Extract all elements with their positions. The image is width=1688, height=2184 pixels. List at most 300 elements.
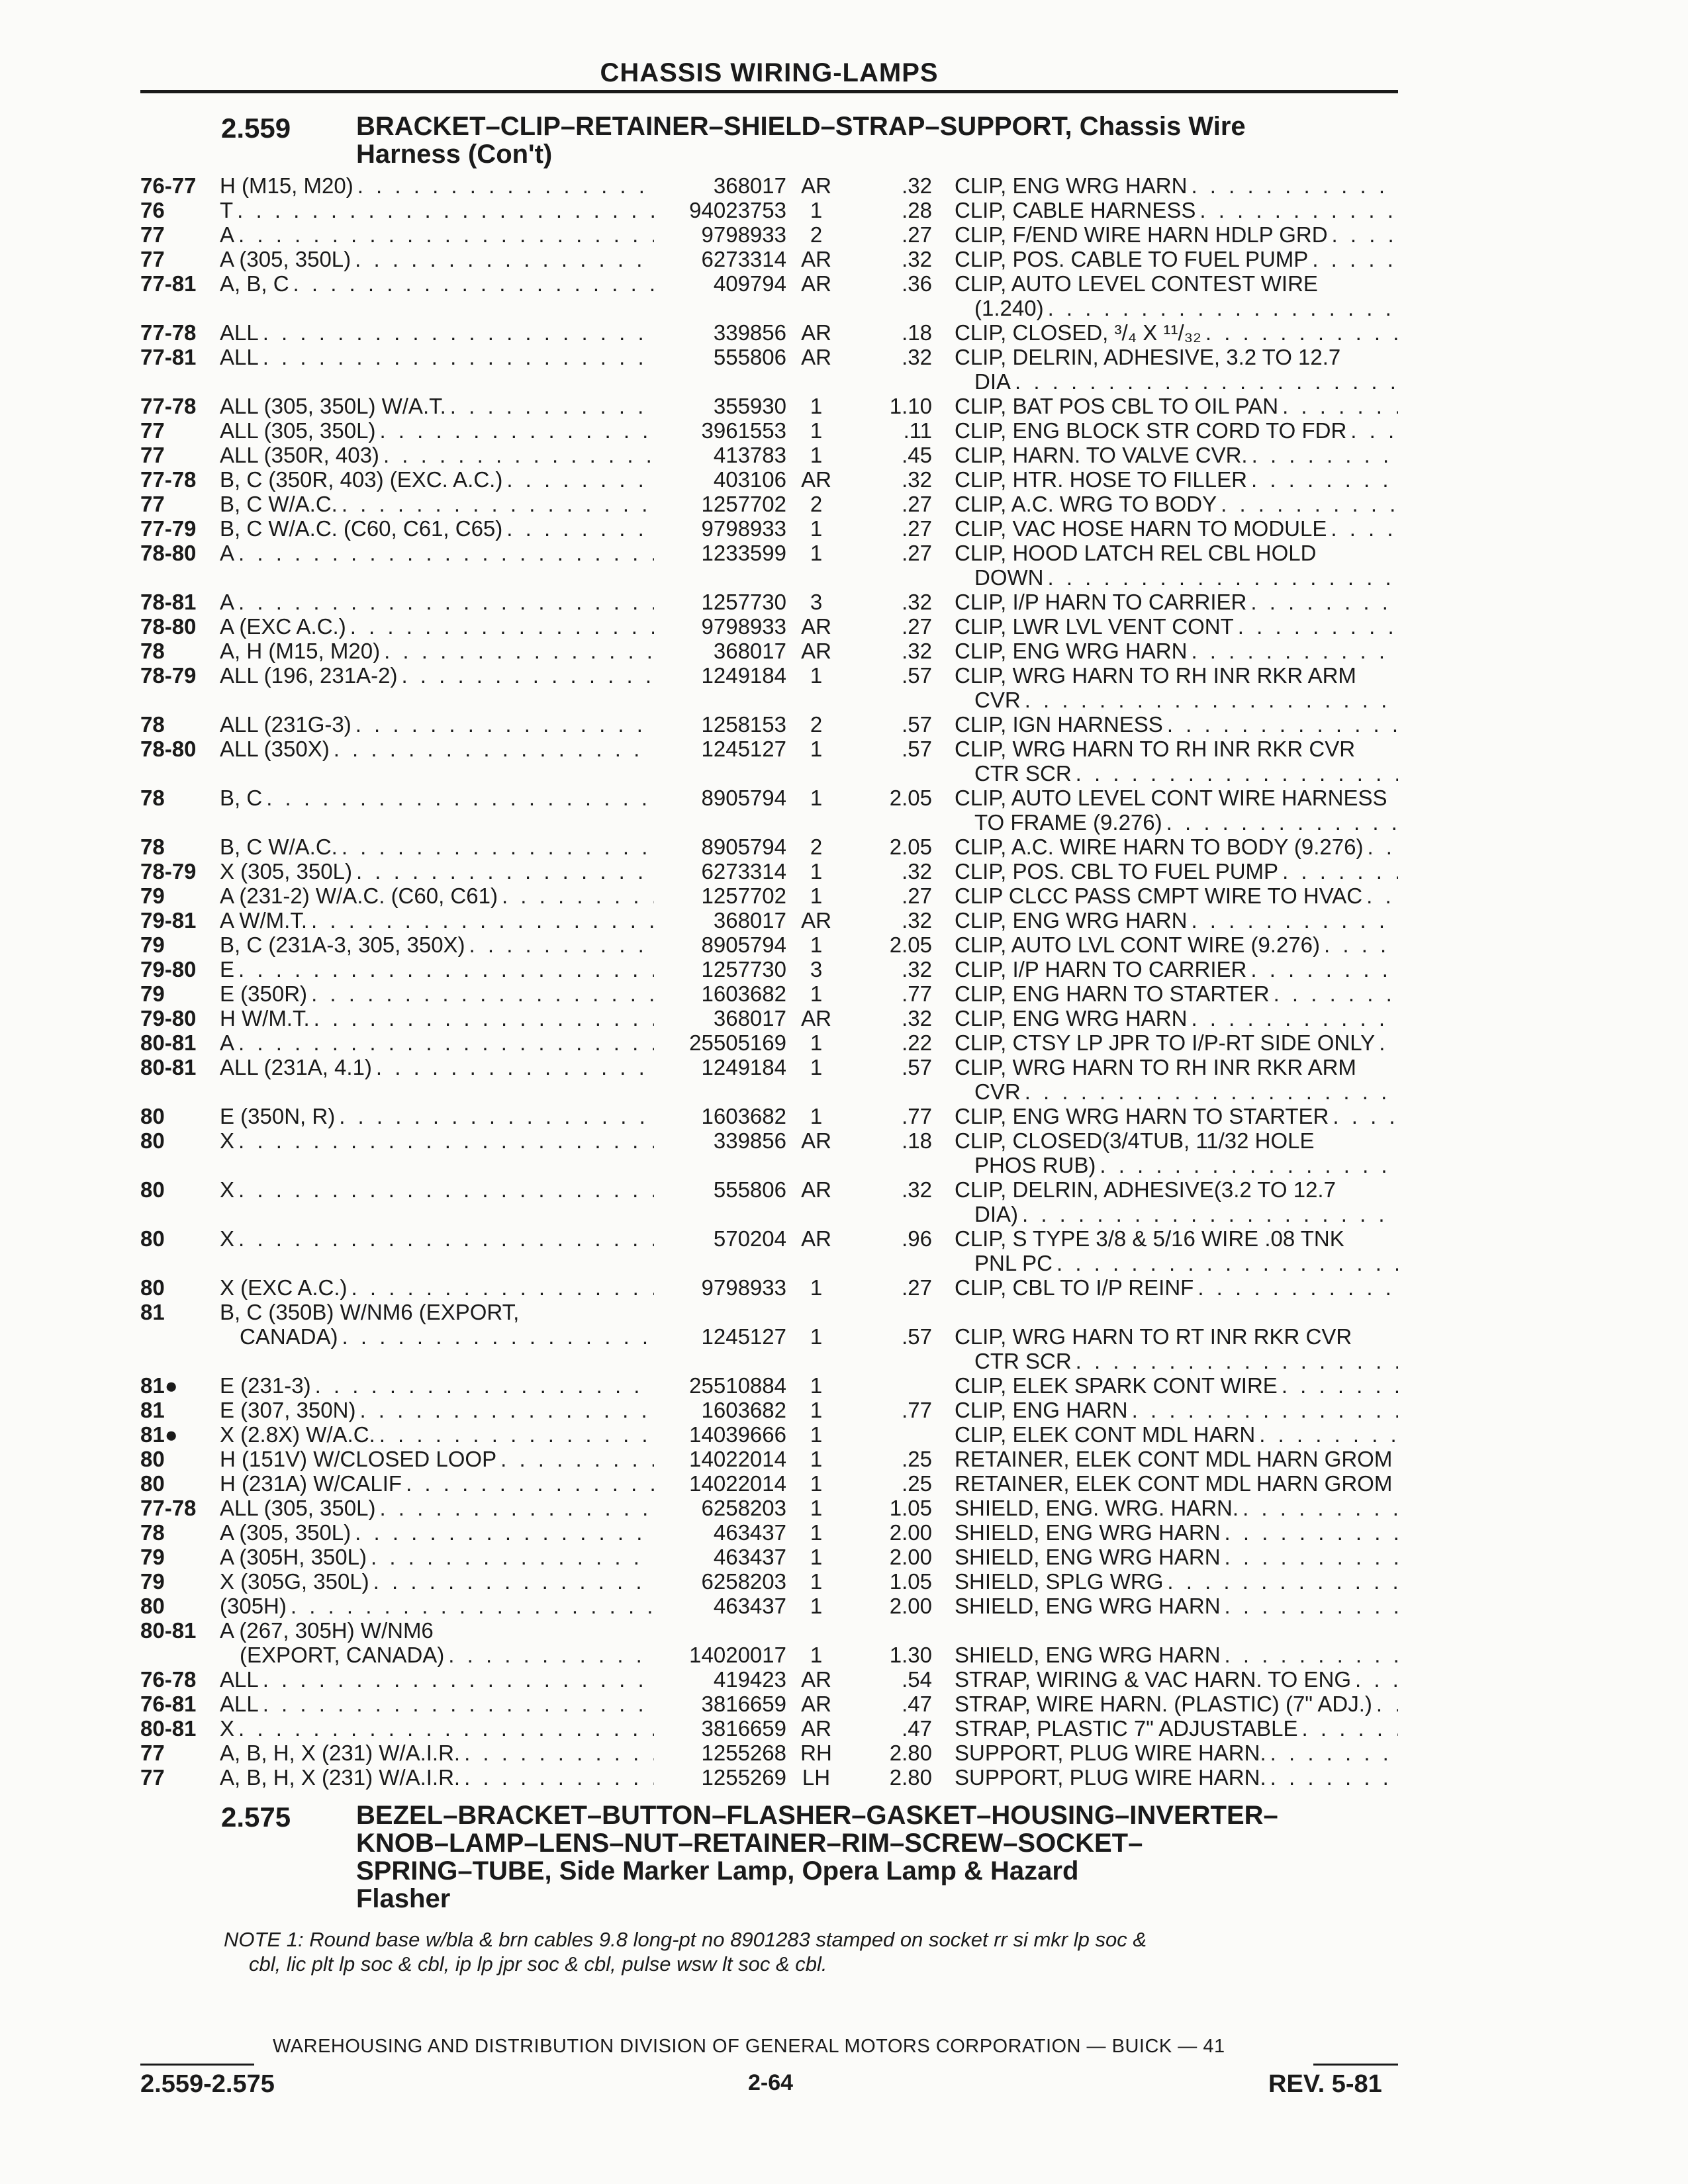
price: [846, 1373, 955, 1398]
quantity: RH: [800, 1741, 832, 1765]
table-row: [140, 1422, 1398, 1447]
application-cell: [220, 1545, 654, 1569]
quantity: 1: [810, 884, 823, 908]
description-cell: [955, 198, 1398, 222]
quantity: [786, 761, 846, 786]
application-cell: [220, 859, 654, 884]
application: ALL (350R, 403): [220, 443, 379, 467]
part-number: [654, 1202, 786, 1226]
part-number: 368017: [713, 173, 786, 198]
price: .47: [902, 1716, 932, 1741]
description-cell: [955, 222, 1398, 247]
application: E (350R): [220, 981, 308, 1006]
leader-dots: [259, 320, 654, 345]
leader-dots: [1362, 884, 1398, 908]
description-cell: [955, 565, 1398, 590]
description-cell: [955, 516, 1398, 541]
leader-dots: [287, 1594, 654, 1618]
description: CLIP, ELEK CONT MDL HARN: [955, 1422, 1256, 1447]
application: ALL (305, 350L) W/A.T.: [220, 394, 446, 418]
leader-dots: [352, 859, 654, 884]
description-cell: [955, 369, 1398, 394]
application: A (305, 350L): [220, 247, 352, 271]
quantity: 2: [810, 712, 823, 737]
application: H (231A) W/CALIF: [220, 1471, 402, 1496]
header-rule: [140, 90, 1398, 93]
model-year: 77-78: [140, 320, 197, 345]
model-year: 78-81: [140, 590, 197, 614]
table-row: [140, 1349, 1398, 1373]
leader-dots: [369, 1569, 654, 1594]
application-cell: [220, 1373, 654, 1398]
model-year: [140, 1349, 220, 1373]
application-cell: [220, 467, 654, 492]
leader-dots: [1187, 1006, 1398, 1030]
model-year: [140, 761, 220, 786]
footer-page-number: 2-64: [748, 2070, 794, 2095]
leader-dots: [1217, 492, 1398, 516]
parts-list: [140, 173, 1398, 1790]
part-number: 14022014: [689, 1447, 786, 1471]
price: 2.00: [889, 1594, 932, 1618]
table-row: [140, 1202, 1398, 1226]
table-row: [140, 614, 1398, 639]
application-cell: [220, 884, 654, 908]
part-number: [654, 810, 786, 835]
model-year: 76-77: [140, 173, 197, 198]
application: H (M15, M20): [220, 173, 353, 198]
leader-dots: [460, 1741, 654, 1765]
description: RETAINER, ELEK CONT MDL HARN GROM: [955, 1471, 1393, 1496]
leader-dots: [1163, 712, 1398, 737]
leader-dots: [1298, 1716, 1398, 1741]
application: A: [220, 590, 235, 614]
part-number: 1603682: [701, 1398, 786, 1422]
application: (EXPORT, CANADA): [240, 1643, 445, 1667]
part-number: 3816659: [701, 1716, 786, 1741]
model-year: [140, 1251, 220, 1275]
model-year: 77-78: [140, 1496, 197, 1520]
leader-dots: [1246, 590, 1398, 614]
price: .25: [902, 1471, 932, 1496]
description: CLIP, WRG HARN TO RH INR RKR ARM: [955, 663, 1356, 688]
description-cell: [955, 271, 1398, 296]
part-number: 14039666: [689, 1422, 786, 1447]
description: CLIP, ENG WRG HARN: [955, 639, 1188, 663]
description: CLIP, ENG WRG HARN: [955, 1006, 1188, 1030]
leader-dots: [234, 222, 654, 247]
quantity: 1: [810, 198, 823, 222]
table-row: [140, 981, 1398, 1006]
table-row: [140, 247, 1398, 271]
part-number: 368017: [713, 1006, 786, 1030]
leader-dots: [353, 173, 654, 198]
part-number: 463437: [713, 1594, 786, 1618]
part-number: 8905794: [701, 786, 786, 810]
leader-dots: [234, 590, 654, 614]
price: 1.05: [889, 1496, 932, 1520]
price: [846, 1079, 955, 1104]
price: .25: [902, 1447, 932, 1471]
part-number: 9798933: [701, 614, 786, 639]
quantity: AR: [801, 467, 831, 492]
leader-dots: [307, 908, 654, 933]
model-year: 79: [140, 1569, 165, 1594]
description: CLIP, AUTO LVL CONT WIRE (9.276): [955, 933, 1321, 957]
quantity: AR: [801, 1226, 831, 1251]
description: CLIP, I/P HARN TO CARRIER: [955, 957, 1247, 981]
application: ALL (305, 350L): [220, 1496, 376, 1520]
description-cell: [955, 1545, 1398, 1569]
leader-dots: [1187, 639, 1398, 663]
quantity: AR: [801, 247, 831, 271]
part-number: 6273314: [701, 859, 786, 884]
leader-dots: [1363, 835, 1398, 859]
part-number: 25510884: [689, 1373, 786, 1398]
model-year: 79-80: [140, 957, 197, 981]
quantity: LH: [802, 1765, 831, 1790]
leader-dots: [310, 1006, 654, 1030]
description-cell: [955, 1104, 1398, 1128]
description: (1.240): [974, 296, 1044, 320]
leader-dots: [1044, 296, 1398, 320]
leader-dots: [1266, 1741, 1398, 1765]
description-cell: [955, 296, 1398, 320]
leader-dots: [234, 1226, 654, 1251]
footer-section-range: 2.559-2.575: [140, 2070, 275, 2098]
description: CLIP, HTR. HOSE TO FILLER: [955, 467, 1247, 492]
leader-dots: [397, 663, 654, 688]
application: A (305H, 350L): [220, 1545, 367, 1569]
application: X: [220, 1128, 235, 1153]
quantity: AR: [801, 271, 831, 296]
application: B, C (350B) W/NM6 (EXPORT,: [220, 1300, 520, 1324]
model-year: [140, 369, 220, 394]
description: CLIP, HARN. TO VALVE CVR.: [955, 443, 1248, 467]
quantity: 1: [810, 859, 823, 884]
application: B, C: [220, 786, 263, 810]
application: A (231-2) W/A.C. (C60, C61): [220, 884, 498, 908]
section-number: 2.559: [221, 113, 291, 144]
application-cell: [220, 492, 654, 516]
model-year: [140, 1079, 220, 1104]
description-cell: [955, 1447, 1398, 1471]
part-number: [654, 369, 786, 394]
model-year: 79-81: [140, 908, 197, 933]
table-row: [140, 467, 1398, 492]
table-row: [140, 884, 1398, 908]
description: CLIP, CABLE HARNESS: [955, 198, 1196, 222]
part-number: 1245127: [701, 1324, 786, 1349]
application: X: [220, 1226, 235, 1251]
note-line: NOTE 1: Round base w/bla & brn cables 9.8 long-pt no 8901283 stamped on socket rr si mkr lp soc &: [224, 1928, 1147, 1951]
part-number: 6273314: [701, 247, 786, 271]
table-row: [140, 1398, 1398, 1422]
quantity: AR: [801, 614, 831, 639]
quantity: [786, 1300, 846, 1324]
application: B, C (350R, 403) (EXC. A.C.): [220, 467, 503, 492]
price: .28: [902, 198, 932, 222]
part-number: [654, 688, 786, 712]
description-cell: [955, 1520, 1398, 1545]
quantity: [786, 1349, 846, 1373]
quantity: 2: [810, 492, 823, 516]
section-title: [356, 113, 1246, 168]
description: SUPPORT, PLUG WIRE HARN.: [955, 1741, 1266, 1765]
price: [846, 1251, 955, 1275]
part-number: 419423: [713, 1667, 786, 1692]
price: [846, 1153, 955, 1177]
price: .32: [902, 173, 932, 198]
part-number: 1257702: [701, 492, 786, 516]
leader-dots: [259, 345, 654, 369]
description-cell: [955, 1177, 1398, 1202]
application-cell: [220, 1300, 654, 1324]
description-cell: [955, 541, 1398, 565]
description-cell: [955, 418, 1398, 443]
price: [846, 1202, 955, 1226]
leader-dots: [1351, 1667, 1398, 1692]
table-row: [140, 296, 1398, 320]
application-cell: [220, 712, 654, 737]
description: CLIP, A.C. WRG TO BODY: [955, 492, 1217, 516]
description-cell: [955, 1275, 1398, 1300]
price: [846, 1618, 955, 1643]
leader-dots: [1278, 1373, 1398, 1398]
application: B, C (231A-3, 305, 350X): [220, 933, 465, 957]
table-row: [140, 541, 1398, 565]
table-row: [140, 1030, 1398, 1055]
description: CLIP, CLOSED, ³/₄ X ¹¹/₃₂: [955, 320, 1201, 345]
leader-dots: [259, 1667, 654, 1692]
leader-dots: [1096, 1153, 1398, 1177]
model-year: 79: [140, 1545, 165, 1569]
leader-dots: [1072, 761, 1398, 786]
description: CLIP, A.C. WIRE HARN TO BODY (9.276): [955, 835, 1364, 859]
price: .27: [902, 884, 932, 908]
note: [224, 1927, 1376, 1976]
model-year: 77: [140, 418, 165, 443]
description-cell: [955, 1496, 1398, 1520]
model-year: [140, 296, 220, 320]
table-row: [140, 1643, 1398, 1667]
application-cell: [220, 981, 654, 1006]
leader-dots: [1021, 688, 1398, 712]
model-year: 79: [140, 884, 165, 908]
price: .32: [902, 467, 932, 492]
quantity: 1: [810, 1496, 823, 1520]
quantity: 1: [810, 933, 823, 957]
part-number: 3816659: [701, 1692, 786, 1716]
description-cell: [955, 1349, 1398, 1373]
quantity: [786, 1202, 846, 1226]
part-number: 8905794: [701, 835, 786, 859]
description-cell: [955, 1398, 1398, 1422]
table-row: [140, 1716, 1398, 1741]
quantity: AR: [801, 1177, 831, 1202]
quantity: AR: [801, 173, 831, 198]
leader-dots: [346, 614, 654, 639]
quantity: 1: [810, 786, 823, 810]
quantity: 1: [810, 1398, 823, 1422]
quantity: AR: [801, 908, 831, 933]
quantity: 1: [810, 663, 823, 688]
table-row: [140, 933, 1398, 957]
footer-rule: [140, 2064, 254, 2066]
description-cell: [955, 1643, 1398, 1667]
leader-dots: [1128, 1398, 1398, 1422]
table-row: [140, 761, 1398, 786]
description: CLIP, ENG HARN: [955, 1398, 1128, 1422]
leader-dots: [338, 492, 654, 516]
application-cell: [220, 1128, 654, 1153]
application: A, H (M15, M20): [220, 639, 381, 663]
leader-dots: [375, 1496, 654, 1520]
application-cell: [220, 1520, 654, 1545]
model-year: [140, 1202, 220, 1226]
application-cell: [220, 1324, 654, 1349]
description-cell: [955, 908, 1398, 933]
application-cell: [220, 296, 654, 320]
leader-dots: [352, 712, 654, 737]
leader-dots: [1270, 981, 1398, 1006]
application-cell: [220, 516, 654, 541]
leader-dots: [1163, 1569, 1398, 1594]
price: [846, 688, 955, 712]
application-cell: [220, 639, 654, 663]
leader-dots: [1266, 1765, 1398, 1790]
description: STRAP, PLASTIC 7" ADJUSTABLE: [955, 1716, 1298, 1741]
quantity: [786, 1153, 846, 1177]
description-cell: [955, 1202, 1398, 1226]
description: CLIP CLCC PASS CMPT WIRE TO HVAC: [955, 884, 1363, 908]
description-cell: [955, 1055, 1398, 1079]
table-row: [140, 1324, 1398, 1349]
part-number: 355930: [713, 394, 786, 418]
section-title-line: Harness (Con't): [356, 140, 553, 169]
model-year: 77: [140, 247, 165, 271]
leader-dots: [498, 884, 654, 908]
application: B, C W/A.C.: [220, 835, 338, 859]
part-number: 413783: [713, 443, 786, 467]
section-title-line: BEZEL–BRACKET–BUTTON–FLASHER–GASKET–HOUSING–INVERTER–: [356, 1801, 1278, 1830]
description-cell: [955, 981, 1398, 1006]
description-cell: [955, 590, 1398, 614]
table-row: [140, 1471, 1398, 1496]
description-cell: [955, 1006, 1398, 1030]
model-year: 80: [140, 1226, 165, 1251]
application: X (2.8X) W/A.C.: [220, 1422, 375, 1447]
description: CLIP, CTSY LP JPR TO I/P-RT SIDE ONLY: [955, 1030, 1376, 1055]
part-number: 9798933: [701, 222, 786, 247]
model-year: [140, 1324, 220, 1349]
leader-dots: [367, 1545, 654, 1569]
description-cell: [955, 173, 1398, 198]
leader-dots: [1234, 614, 1398, 639]
model-year: 80-81: [140, 1055, 197, 1079]
description: SHIELD, ENG WRG HARN: [955, 1520, 1221, 1545]
part-number: 339856: [713, 320, 786, 345]
model-year: [140, 688, 220, 712]
quantity: [786, 565, 846, 590]
table-row: [140, 663, 1398, 688]
application-cell: [220, 1079, 654, 1104]
application-cell: [220, 761, 654, 786]
description: RETAINER, ELEK CONT MDL HARN GROM: [955, 1447, 1393, 1471]
application-cell: [220, 1496, 654, 1520]
part-number: [654, 761, 786, 786]
description-cell: [955, 1226, 1398, 1251]
model-year: 80: [140, 1447, 165, 1471]
application-cell: [220, 1055, 654, 1079]
description: CLIP, LWR LVL VENT CONT: [955, 614, 1234, 639]
leader-dots: [351, 247, 654, 271]
table-row: [140, 1741, 1398, 1765]
application-cell: [220, 688, 654, 712]
price: .57: [902, 712, 932, 737]
application: E (231-3): [220, 1373, 311, 1398]
application: H (151V) W/CLOSED LOOP: [220, 1447, 497, 1471]
quantity: AR: [801, 1692, 831, 1716]
quantity: AR: [801, 1716, 831, 1741]
part-number: 1603682: [701, 981, 786, 1006]
application: ALL (231G-3): [220, 712, 352, 737]
part-number: 463437: [713, 1520, 786, 1545]
table-row: [140, 1618, 1398, 1643]
price: .27: [902, 492, 932, 516]
description: CLIP, ENG WRG HARN: [955, 173, 1188, 198]
price: .32: [902, 639, 932, 663]
description: SHIELD, ENG WRG HARN: [955, 1594, 1221, 1618]
description: SHIELD, ENG. WRG. HARN.: [955, 1496, 1239, 1520]
model-year: 79: [140, 933, 165, 957]
description-cell: [955, 1153, 1398, 1177]
quantity: 3: [810, 957, 823, 981]
model-year: 81: [140, 1300, 165, 1324]
table-row: [140, 320, 1398, 345]
model-year: 76-81: [140, 1692, 197, 1716]
model-year: 78-80: [140, 737, 197, 761]
application-cell: [220, 908, 654, 933]
description-cell: [955, 663, 1398, 688]
table-row: [140, 369, 1398, 394]
price: .57: [902, 663, 932, 688]
description: SHIELD, ENG WRG HARN: [955, 1545, 1221, 1569]
application-cell: [220, 590, 654, 614]
description-cell: [955, 859, 1398, 884]
description: CLIP, ENG WRG HARN: [955, 908, 1188, 933]
page-title: CHASSIS WIRING-LAMPS: [600, 58, 939, 87]
description: CLIP, ENG WRG HARN TO STARTER: [955, 1104, 1329, 1128]
description-cell: [955, 614, 1398, 639]
model-year: 76-78: [140, 1667, 197, 1692]
model-year: 80-81: [140, 1618, 197, 1643]
application: A, B, C: [220, 271, 289, 296]
table-row: [140, 859, 1398, 884]
quantity: 1: [810, 1447, 823, 1471]
part-number: 1257702: [701, 884, 786, 908]
application: X (305G, 350L): [220, 1569, 369, 1594]
model-year: 78: [140, 835, 165, 859]
description: DIA): [974, 1202, 1018, 1226]
model-year: 77-81: [140, 345, 197, 369]
table-row: [140, 565, 1398, 590]
application-cell: [220, 198, 654, 222]
leader-dots: [375, 418, 654, 443]
application: A (EXC A.C.): [220, 614, 346, 639]
description-cell: [955, 786, 1398, 810]
application-cell: [220, 663, 654, 688]
